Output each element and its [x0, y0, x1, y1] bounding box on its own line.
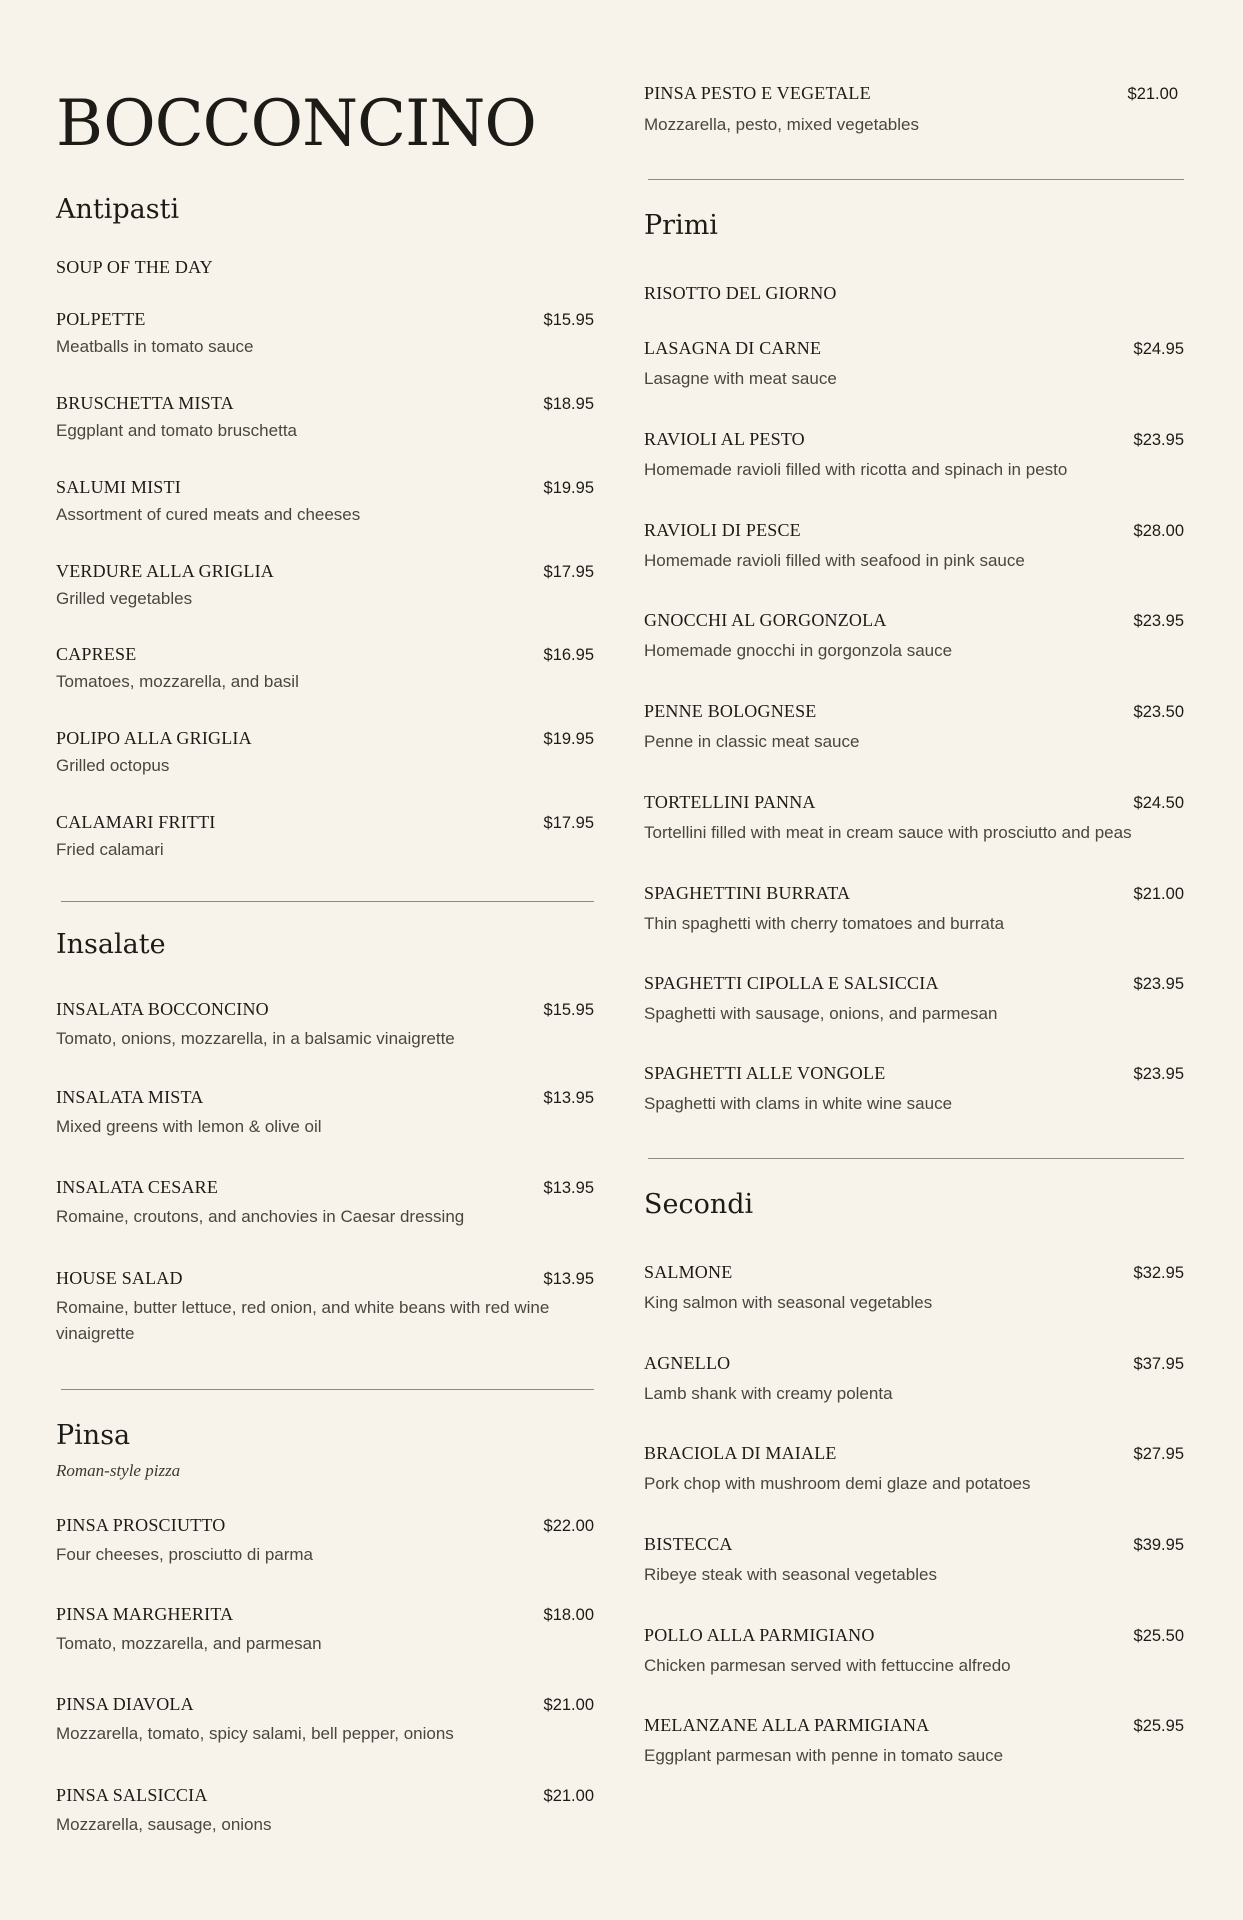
- menu-item-description: Fried calamari: [56, 840, 164, 859]
- menu-item: [56, 1605, 594, 1624]
- menu-item-description: Eggplant parmesan with penne in tomato sauce: [644, 1746, 1004, 1765]
- menu-item-name: CALAMARI FRITTI: [56, 812, 216, 832]
- menu-item: [644, 1626, 1184, 1645]
- menu-item-description: Mozzarella, tomato, spicy salami, bell pepper, onions: [56, 1724, 454, 1743]
- menu-item-price: $18.95: [543, 395, 594, 413]
- menu-item: [644, 339, 1184, 358]
- menu-item-price: $23.95: [1133, 612, 1184, 630]
- menu-item-name: SALUMI MISTI: [56, 477, 181, 497]
- menu-item-name: PINSA PESTO E VEGETALE: [644, 83, 871, 103]
- menu-item-name: SPAGHETTINI BURRATA: [644, 883, 851, 903]
- menu-item-price: $21.00: [543, 1787, 594, 1805]
- menu-item-name: PINSA SALSICCIA: [56, 1785, 208, 1805]
- menu-item-description: Lamb shank with creamy polenta: [644, 1384, 893, 1403]
- menu-item: [56, 258, 594, 276]
- menu-item-name: LASAGNA DI CARNE: [644, 338, 822, 358]
- section-divider-antipasti-end: [61, 901, 594, 902]
- menu-item-name: AGNELLO: [644, 1353, 731, 1373]
- menu-item: [56, 1786, 594, 1805]
- menu-item-price: $25.50: [1133, 1627, 1184, 1645]
- menu-item-price: $27.95: [1133, 1445, 1184, 1463]
- menu-item-name: VERDURE ALLA GRIGLIA: [56, 561, 274, 581]
- menu-item-description: Eggplant and tomato bruschetta: [56, 421, 297, 440]
- menu-item-name: HOUSE SALAD: [56, 1268, 183, 1288]
- menu-item-description: Meatballs in tomato sauce: [56, 337, 254, 356]
- section-heading-pinsa: Pinsa: [56, 1420, 131, 1451]
- menu-item-price: $19.95: [543, 479, 594, 497]
- menu-item-description: King salmon with seasonal vegetables: [644, 1293, 933, 1312]
- menu-item-name: RAVIOLI AL PESTO: [644, 429, 805, 449]
- menu-item: [56, 562, 594, 581]
- menu-item-description: Tomatoes, mozzarella, and basil: [56, 672, 299, 691]
- menu-item-description: Tomato, mozzarella, and parmesan: [56, 1634, 322, 1653]
- menu-item: [644, 884, 1184, 903]
- menu-item-price: $16.95: [543, 646, 594, 664]
- menu-item-name: POLLO ALLA PARMIGIANO: [644, 1625, 875, 1645]
- menu-item-price: $32.95: [1133, 1264, 1184, 1282]
- menu-item: [56, 1269, 594, 1288]
- menu-item-name: PENNE BOLOGNESE: [644, 701, 817, 721]
- menu-item-price: $19.95: [543, 730, 594, 748]
- menu-item-description: Mixed greens with lemon & olive oil: [56, 1117, 322, 1136]
- section-divider-primi-end: [648, 1158, 1184, 1159]
- menu-item-description: Pork chop with mushroom demi glaze and potatoes: [644, 1474, 1031, 1493]
- menu-item-price: $24.50: [1133, 794, 1184, 812]
- menu-item: [56, 1516, 594, 1535]
- menu-item-price: $25.95: [1133, 1717, 1184, 1735]
- menu-item-price: $17.95: [543, 814, 594, 832]
- menu-item: [56, 813, 594, 832]
- menu-item: [644, 1444, 1184, 1463]
- menu-item-name: GNOCCHI AL GORGONZOLA: [644, 610, 887, 630]
- menu-item: [644, 1354, 1184, 1373]
- menu-item: [56, 478, 594, 497]
- menu-item-price: $23.95: [1133, 975, 1184, 993]
- menu-item-price: $37.95: [1133, 1355, 1184, 1373]
- menu-item-price: $24.95: [1133, 340, 1184, 358]
- menu-item-name: POLPETTE: [56, 309, 146, 329]
- menu-item-price: $21.00: [543, 1696, 594, 1714]
- menu-item: [56, 310, 594, 329]
- menu-item-price: $28.00: [1133, 522, 1184, 540]
- menu-item: [644, 1064, 1184, 1083]
- menu-item-name: INSALATA BOCCONCINO: [56, 999, 269, 1019]
- menu-item-price: $23.95: [1133, 431, 1184, 449]
- menu-item-description: Spaghetti with sausage, onions, and parmesan: [644, 1004, 998, 1023]
- menu-item-price: $15.95: [543, 311, 594, 329]
- menu-item: [56, 1695, 594, 1714]
- menu-item-price: $15.95: [543, 1001, 594, 1019]
- menu-item-name: SOUP OF THE DAY: [56, 257, 213, 277]
- menu-item-description: Mozzarella, sausage, onions: [56, 1815, 272, 1834]
- menu-item-name: PINSA PROSCIUTTO: [56, 1515, 226, 1535]
- menu-item-description: Thin spaghetti with cherry tomatoes and burrata: [644, 914, 1005, 933]
- menu-item-price: $18.00: [543, 1606, 594, 1624]
- menu-item-name: BRUSCHETTA MISTA: [56, 393, 234, 413]
- menu-item: [56, 1088, 594, 1107]
- menu-item-name: BISTECCA: [644, 1534, 733, 1554]
- menu-item-name: RAVIOLI DI PESCE: [644, 520, 801, 540]
- menu-item: [56, 645, 594, 664]
- menu-item-description: Grilled octopus: [56, 756, 170, 775]
- menu-item-description: Chicken parmesan served with fettuccine alfredo: [644, 1656, 1011, 1675]
- menu-item: [644, 1263, 1184, 1282]
- section-heading-insalate: Insalate: [56, 929, 166, 960]
- menu-item-description: Spaghetti with clams in white wine sauce: [644, 1094, 953, 1113]
- menu-item-name: INSALATA MISTA: [56, 1087, 204, 1107]
- section-heading-antipasti: Antipasti: [56, 194, 180, 225]
- menu-item-description: Homemade ravioli filled with ricotta and spinach in pesto: [644, 460, 1068, 479]
- menu-item-price: $23.50: [1133, 703, 1184, 721]
- menu-item-description: Homemade ravioli filled with seafood in pink sauce: [644, 551, 1025, 570]
- menu-item-name: POLIPO ALLA GRIGLIA: [56, 728, 252, 748]
- menu-item-description: Romaine, butter lettuce, red onion, and white beans with red wine vinaigrette: [56, 1298, 550, 1343]
- menu-item-description: Homemade gnocchi in gorgonzola sauce: [644, 641, 953, 660]
- menu-item-name: SPAGHETTI CIPOLLA E SALSICCIA: [644, 973, 939, 993]
- menu-item-name: MELANZANE ALLA PARMIGIANA: [644, 1715, 930, 1735]
- menu-item-name: TORTELLINI PANNA: [644, 792, 816, 812]
- menu-item-description: Tomato, onions, mozzarella, in a balsamic vinaigrette: [56, 1029, 455, 1048]
- menu-item-price: $13.95: [543, 1179, 594, 1197]
- menu-item-price: $13.95: [543, 1270, 594, 1288]
- menu-item: [644, 1535, 1184, 1554]
- menu-item-price: $23.95: [1133, 1065, 1184, 1083]
- menu-item: [644, 611, 1184, 630]
- menu-item-price: $39.95: [1133, 1536, 1184, 1554]
- menu-item-description: Ribeye steak with seasonal vegetables: [644, 1565, 937, 1584]
- menu-item-price: $21.00: [1133, 885, 1184, 903]
- menu-item-price: $13.95: [543, 1089, 594, 1107]
- menu-item-name: CAPRESE: [56, 644, 137, 664]
- menu-item-description: Assortment of cured meats and cheeses: [56, 505, 361, 524]
- menu-item: [56, 1178, 594, 1197]
- menu-item: [644, 1716, 1184, 1735]
- menu-item-price: $21.00: [1127, 85, 1178, 103]
- menu-item: [644, 430, 1184, 449]
- menu-item: [56, 729, 594, 748]
- menu-item: [56, 394, 594, 413]
- menu-item-name: SPAGHETTI ALLE VONGOLE: [644, 1063, 886, 1083]
- menu-item: [644, 84, 1178, 103]
- menu-item-name: SALMONE: [644, 1262, 733, 1282]
- menu-item: [644, 284, 1184, 302]
- menu-item: [644, 521, 1184, 540]
- menu-item-description: Tortellini filled with meat in cream sauce with prosciutto and peas: [644, 823, 1132, 842]
- menu-item-description: Romaine, croutons, and anchovies in Caesar dressing: [56, 1207, 465, 1226]
- menu-item-price: $17.95: [543, 563, 594, 581]
- menu-item: [644, 793, 1184, 812]
- menu-item-name: PINSA MARGHERITA: [56, 1604, 234, 1624]
- menu-item-name: INSALATA CESARE: [56, 1177, 219, 1197]
- section-divider-pinsa-end: [648, 179, 1184, 180]
- menu-item-price: $22.00: [543, 1517, 594, 1535]
- menu-item-name: RISOTTO DEL GIORNO: [644, 283, 837, 303]
- menu-item: [56, 1000, 594, 1019]
- menu-item: [644, 974, 1184, 993]
- menu-item-name: PINSA DIAVOLA: [56, 1694, 194, 1714]
- restaurant-name: BOCCONCINO: [56, 87, 536, 161]
- menu-item-description: Grilled vegetables: [56, 589, 193, 608]
- menu-item-description: Mozzarella, pesto, mixed vegetables: [644, 115, 919, 134]
- menu-item-name: BRACIOLA DI MAIALE: [644, 1443, 837, 1463]
- section-subtitle-pinsa: Roman-style pizza: [56, 1461, 181, 1480]
- section-heading-secondi: Secondi: [644, 1189, 754, 1220]
- menu-item: [644, 702, 1184, 721]
- menu-item-description: Lasagne with meat sauce: [644, 369, 837, 388]
- section-heading-primi: Primi: [644, 210, 718, 241]
- menu-item-description: Four cheeses, prosciutto di parma: [56, 1545, 314, 1564]
- section-divider-insalate-end: [61, 1389, 594, 1390]
- menu-item-description: Penne in classic meat sauce: [644, 732, 860, 751]
